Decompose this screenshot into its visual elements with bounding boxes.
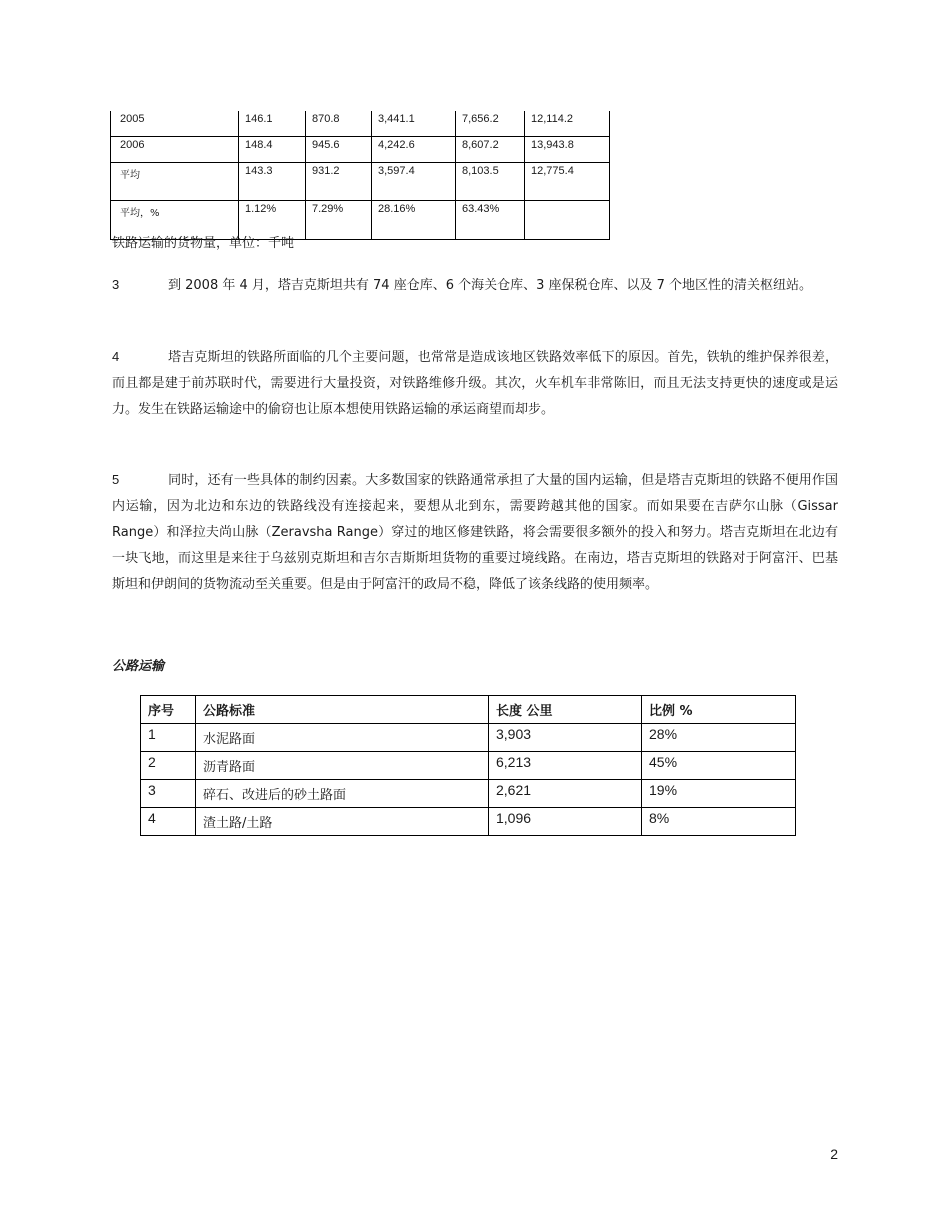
table-row bbox=[141, 780, 796, 808]
table-cell: 4,242.6 bbox=[372, 137, 456, 163]
rail-freight-table bbox=[110, 111, 610, 240]
table-cell: 3 bbox=[141, 780, 196, 808]
paragraph-text: 塔吉克斯坦的铁路所面临的几个主要问题，也常常是造成该地区铁路效率低下的原因。首先，铁轨的维护保养很差，而且都是建于前苏联时代，需要进行大量投资，对铁路维修升级。其次，火车机车非常陈旧，而且无法支持更快的速度或是运力。发生在铁路运输途中的偷窃也让原本想使用铁路运输的承运商望而却步。 bbox=[112, 350, 838, 417]
table-cell: 28.16% bbox=[372, 201, 456, 240]
table-row bbox=[111, 163, 610, 201]
paragraph-number: 3 bbox=[112, 277, 120, 292]
table-cell: 12,114.2 bbox=[525, 111, 610, 137]
row-label: 平均，% bbox=[111, 201, 239, 240]
section-heading: 公路运输 bbox=[112, 659, 165, 674]
column-header: 公路标准 bbox=[196, 696, 489, 724]
table-cell: 7.29% bbox=[306, 201, 372, 240]
table-cell: 4 bbox=[141, 808, 196, 836]
paragraph-4 bbox=[112, 344, 838, 423]
table-row bbox=[141, 752, 796, 780]
paragraph-3 bbox=[112, 272, 838, 299]
table-cell: 45% bbox=[642, 752, 796, 780]
table-cell: 19% bbox=[642, 780, 796, 808]
table-cell: 3,903 bbox=[489, 724, 642, 752]
paragraph-number: 4 bbox=[112, 349, 120, 364]
table-cell: 水泥路面 bbox=[196, 724, 489, 752]
paragraph-text: 到 2008 年 4 月，塔吉克斯坦共有 74 座仓库、6 个海关仓库、3 座保税仓库、以及 7 个地区性的清关枢纽站。 bbox=[168, 278, 813, 293]
table-row bbox=[141, 724, 796, 752]
paragraph-number: 5 bbox=[112, 472, 120, 487]
paragraph-5 bbox=[112, 467, 838, 598]
table-cell: 63.43% bbox=[456, 201, 525, 240]
table-cell: 沥青路面 bbox=[196, 752, 489, 780]
table-cell: 碎石、改进后的砂土路面 bbox=[196, 780, 489, 808]
table-cell: 870.8 bbox=[306, 111, 372, 137]
table-cell: 931.2 bbox=[306, 163, 372, 201]
column-header: 比例 % bbox=[642, 696, 796, 724]
table-cell: 13,943.8 bbox=[525, 137, 610, 163]
row-label: 2005 bbox=[111, 111, 239, 137]
table-cell bbox=[525, 201, 610, 240]
table-cell: 945.6 bbox=[306, 137, 372, 163]
table-cell: 6,213 bbox=[489, 752, 642, 780]
table-cell: 3,441.1 bbox=[372, 111, 456, 137]
table-cell: 28% bbox=[642, 724, 796, 752]
table-cell: 12,775.4 bbox=[525, 163, 610, 201]
table-cell: 148.4 bbox=[239, 137, 306, 163]
table-cell: 8% bbox=[642, 808, 796, 836]
table-row bbox=[141, 808, 796, 836]
table-cell: 渣土路/土路 bbox=[196, 808, 489, 836]
table-cell: 146.1 bbox=[239, 111, 306, 137]
table-cell: 2 bbox=[141, 752, 196, 780]
page-number: 2 bbox=[830, 1146, 838, 1162]
table-cell: 1,096 bbox=[489, 808, 642, 836]
road-standards-table bbox=[140, 695, 796, 836]
table-cell: 3,597.4 bbox=[372, 163, 456, 201]
row-label: 2006 bbox=[111, 137, 239, 163]
table-cell: 2,621 bbox=[489, 780, 642, 808]
column-header: 序号 bbox=[141, 696, 196, 724]
paragraph-text: 同时，还有一些具体的制约因素。大多数国家的铁路通常承担了大量的国内运输，但是塔吉克斯坦的铁路不便用作国内运输，因为北边和东边的铁路线没有连接起来，要想从北到东，需要跨越其他的国家。而如果要在吉萨尔山脉（Gissar Range）和泽拉夫尚山脉（Zeravsha Range）穿过的地区修建铁路，将会需要很多额外的投入和努力。塔吉克斯坦在北边有一块飞地，而这里是来往于乌兹别克斯坦和吉尔吉斯斯坦货物的重要过境线路。在南边，塔吉克斯坦的铁路对于阿富汗、巴基斯坦和伊朗间的货物流动至关重要。但是由于阿富汗的政局不稳，降低了该条线路的使用频率。 bbox=[112, 473, 838, 592]
table-cell: 8,607.2 bbox=[456, 137, 525, 163]
table-cell: 143.3 bbox=[239, 163, 306, 201]
table-cell: 7,656.2 bbox=[456, 111, 525, 137]
table-row bbox=[111, 137, 610, 163]
column-header: 长度 公里 bbox=[489, 696, 642, 724]
table-cell: 8,103.5 bbox=[456, 163, 525, 201]
table-cell: 1.12% bbox=[239, 201, 306, 240]
table-caption: 铁路运输的货物量，单位：千吨 bbox=[112, 236, 295, 251]
table-header-row bbox=[141, 696, 796, 724]
table-cell: 1 bbox=[141, 724, 196, 752]
table-row bbox=[111, 111, 610, 137]
row-label: 平均 bbox=[111, 163, 239, 201]
